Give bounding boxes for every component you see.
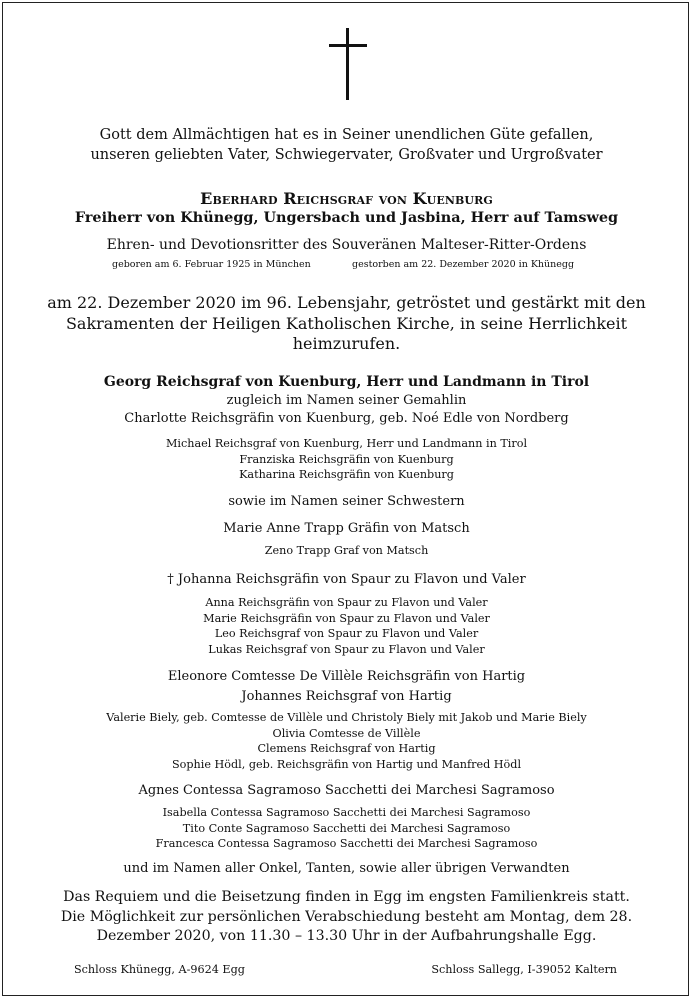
sister-2: † Johanna Reichsgräfin von Spaur zu Flavon und Valer [167,572,526,587]
list-item: Francesca Contessa Sagramoso Sacchetti dei Marchesi Sagramoso [155,837,538,850]
children-list [0,436,693,483]
footer-address-left: Schloss Khünegg, A-9624 Egg [74,963,245,976]
sister-4: Agnes Contessa Sagramoso Sacchetti dei Marchesi Sagramoso [138,783,555,798]
intro-line: unseren geliebten Vater, Schwiegervater, Großvater und Urgroßvater [90,147,603,163]
family-head-note: zugleich im Namen seiner Gemahlin [226,393,467,408]
deceased-name: Eberhard Reichsgraf von Kuenburg [200,189,493,208]
sisters-note: sowie im Namen seiner Schwestern [228,494,465,509]
sister-3 [0,667,693,707]
list-item: Johannes Reichsgraf von Hartig [241,689,452,704]
death-text-line: Sakramenten der Heiligen Katholischen Kirche, in seine Herrlichkeit [65,313,628,333]
list-item: Leo Reichsgraf von Spaur zu Flavon und Valer [214,627,479,640]
funeral-line: Das Requiem und die Beisetzung finden in Egg im engsten Familienkreis statt. [63,889,630,905]
list-item: Valerie Biely, geb. Comtesse de Villèle und Christoly Biely mit Jakob und Marie Biely [106,711,587,724]
list-item: Franziska Reichsgräfin von Kuenburg [239,452,454,466]
sister-1-family [0,543,693,559]
list-item: Tito Conte Sagramoso Sacchetti dei Marchesi Sagramoso [182,821,511,835]
death-date: gestorben am 22. Dezember 2020 in Khünegg [352,259,575,270]
death-text-line: heimzurufen. [292,334,401,353]
sister-1: Marie Anne Trapp Gräfin von Matsch [223,521,470,536]
intro-line: Gott dem Allmächtigen hat es in Seiner unendlichen Güte gefallen, [99,127,594,143]
death-text-line: am 22. Dezember 2020 im 96. Lebensjahr, getröstet und gestärkt mit den [47,293,646,312]
relatives-note: und im Namen aller Onkel, Tanten, sowie aller übrigen Verwandten [123,861,570,876]
death-text [0,293,693,355]
list-item: Lukas Reichsgraf von Spaur zu Flavon und Valer [208,642,485,656]
list-item: Marie Reichsgräfin von Spaur zu Flavon und Valer [203,611,490,625]
intro-text [0,125,693,165]
list-item: Clemens Reichsgraf von Hartig [257,742,436,755]
list-item: Sophie Hödl, geb. Reichsgräfin von Hartig und Manfred Hödl [171,757,522,771]
family-head: Georg Reichsgraf von Kuenburg, Herr und Landmann in Tirol [103,374,590,390]
birth-date: geboren am 6. Februar 1925 in München [112,259,311,270]
family-wife: Charlotte Reichsgräfin von Kuenburg, geb. Noé Edle von Nordberg [124,411,569,426]
sister-4-family [0,805,693,852]
list-item: Olivia Comtesse de Villèle [272,726,421,740]
list-item: Eleonore Comtesse De Villèle Reichsgräfin von Hartig [167,669,526,684]
funeral-line: Die Möglichkeit zur persönlichen Verabschiedung besteht am Montag, dem 28. [60,908,633,925]
funeral-info [0,888,693,947]
cross-icon [329,28,367,100]
list-item: Anna Reichsgräfin von Spaur zu Flavon und Valer [205,596,488,609]
sister-3-family [0,710,693,772]
deceased-order: Ehren- und Devotionsritter des Souveränen Malteser-Ritter-Ordens [106,237,587,253]
list-item: Michael Reichsgraf von Kuenburg, Herr und Landmann in Tirol [165,437,528,450]
footer-address-right: Schloss Sallegg, I-39052 Kaltern [431,963,617,976]
deceased-titles: Freiherr von Khünegg, Ungersbach und Jasbina, Herr auf Tamsweg [74,209,619,226]
list-item: Katharina Reichsgräfin von Kuenburg [239,468,454,481]
list-item: Isabella Contessa Sagramoso Sacchetti dei Marchesi Sagramoso [162,806,531,819]
list-item: Zeno Trapp Graf von Matsch [264,544,429,557]
funeral-line: Dezember 2020, von 11.30 – 13.30 Uhr in der Aufbahrungshalle Egg. [96,928,597,944]
sister-2-family [0,595,693,657]
